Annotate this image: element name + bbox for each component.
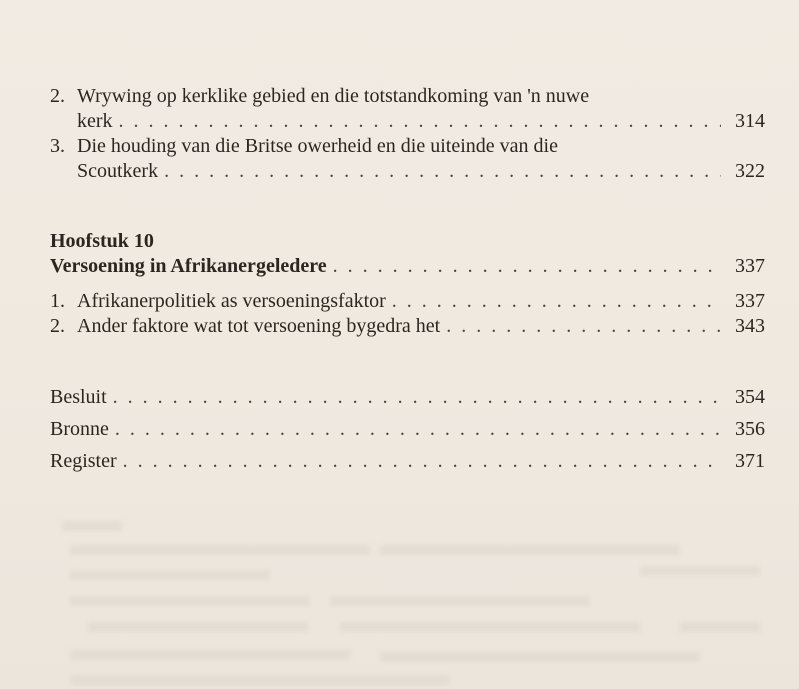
section-entry[interactable] — [50, 289, 765, 314]
backmatter-entry[interactable] — [50, 445, 765, 477]
chapter-title-entry[interactable] — [50, 254, 765, 279]
table-of-contents — [50, 84, 765, 477]
toc-item-number: 2. — [50, 85, 65, 107]
backmatter-page: 371 — [735, 450, 765, 472]
backmatter-title: Besluit — [50, 386, 107, 408]
section-title: Afrikanerpolitiek as versoeningsfaktor — [77, 290, 386, 312]
section-page: 337 — [735, 290, 765, 312]
backmatter-entry[interactable] — [50, 381, 765, 413]
toc-item-page: 314 — [735, 110, 765, 132]
dot-leader — [113, 381, 721, 413]
chapter-title: Versoening in Afrikanergeledere — [50, 255, 327, 277]
backmatter-title: Bronne — [50, 418, 109, 440]
toc-item-page: 322 — [735, 160, 765, 182]
backmatter-page: 354 — [735, 386, 765, 408]
chapter-heading: Hoofstuk 10 — [50, 230, 154, 252]
backmatter-page: 356 — [735, 418, 765, 440]
backmatter-title: Register — [50, 450, 117, 472]
toc-item[interactable] — [50, 134, 765, 184]
dot-leader — [164, 159, 721, 184]
toc-item-title-line1: Wrywing op kerklike gebied en die totstandkoming van 'n nuwe — [77, 85, 590, 107]
section-number: 1. — [50, 290, 65, 312]
toc-item-number: 3. — [50, 135, 65, 157]
toc-item-title-line2: Scoutkerk — [77, 160, 159, 182]
dot-leader — [123, 445, 721, 477]
section-entry[interactable] — [50, 314, 765, 339]
section-page: 343 — [735, 315, 765, 337]
back-matter — [50, 381, 765, 477]
dot-leader — [119, 109, 721, 134]
toc-item-title-line1: Die houding van die Britse owerheid en die uiteinde van die — [77, 135, 558, 157]
dot-leader — [392, 289, 721, 314]
toc-item-first-line — [50, 134, 765, 159]
toc-item-first-line — [50, 84, 765, 109]
toc-item-title-line2: kerk — [77, 110, 113, 132]
backmatter-entry[interactable] — [50, 413, 765, 445]
section-title: Ander faktore wat tot versoening bygedra het — [77, 315, 441, 337]
dot-leader — [446, 314, 721, 339]
dot-leader — [333, 254, 721, 279]
toc-item-second-line — [50, 109, 765, 134]
toc-item-second-line — [50, 159, 765, 184]
toc-item[interactable] — [50, 84, 765, 134]
section-number: 2. — [50, 315, 65, 337]
chapter-page: 337 — [735, 255, 765, 277]
dot-leader — [115, 413, 721, 445]
